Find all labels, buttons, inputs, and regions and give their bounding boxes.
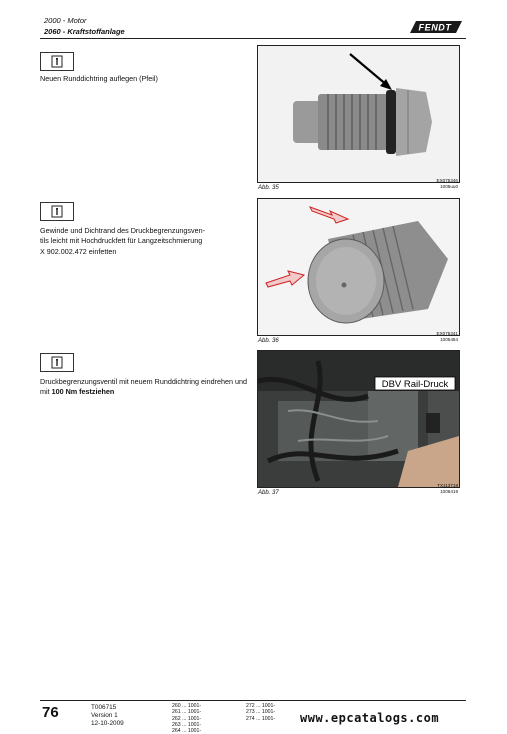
document-info <box>91 704 124 728</box>
figure-code <box>400 331 458 342</box>
model-item: 264 ... 1001- <box>172 728 202 734</box>
figure-code <box>400 483 458 494</box>
document-date: 12-10-2009 <box>91 720 124 727</box>
step-text <box>40 226 250 257</box>
torque-value: 100 Nm festziehen <box>51 387 115 397</box>
step-text-line: tils leicht mit Hochdruckfett für Langzeitschmierung <box>40 236 203 246</box>
model-list <box>172 703 201 734</box>
figure-label: DBV Rail-Druck <box>381 379 449 390</box>
figure-code-secondary: 1006419 <box>440 488 458 494</box>
figure-code-secondary: 1005uu0 <box>440 183 458 189</box>
model-item: 262 ... 1001- <box>172 715 202 722</box>
model-item: 273 ... 1001- <box>246 709 276 716</box>
header-rule <box>40 38 466 39</box>
figure-caption: Abb. 35 <box>258 185 279 191</box>
figure-caption: Abb. 37 <box>258 490 279 496</box>
model-item: 274 ... 1001- <box>246 715 276 722</box>
model-item: 260 ... 1001- <box>172 703 202 709</box>
chapter-title: 2000 - Motor <box>44 16 87 25</box>
information-icon <box>51 55 63 68</box>
step-text-plain: Druckbegrenzungsventil mit neuem Runddichtring eindrehen und mit <box>40 377 247 397</box>
figure-caption: Abb. 36 <box>258 338 279 344</box>
step-text: Neuen Runddichtring auflegen (Pfeil) <box>40 74 158 83</box>
information-icon <box>51 205 63 218</box>
info-box <box>40 353 74 372</box>
figure-code <box>400 178 458 189</box>
figure-photo <box>257 198 460 336</box>
figure-photo <box>257 350 460 488</box>
watermark: www.epcatalogs.com <box>300 711 440 725</box>
footer-rule <box>40 700 466 701</box>
figure-photo <box>257 45 460 183</box>
model-item: 263 ... 1001- <box>172 721 202 728</box>
document-number: T006715 <box>91 704 117 711</box>
step-text-line: X 902.002.472 einfetten <box>40 246 117 256</box>
document-version: Version 1 <box>91 712 118 719</box>
brand-logo <box>410 20 462 34</box>
info-box <box>40 52 74 71</box>
step-text-line: Gewinde und Dichtrand des Druckbegrenzungsven- <box>40 226 206 235</box>
figure-code-secondary: 1005484 <box>440 336 458 342</box>
information-icon <box>51 356 63 369</box>
page-number: 76 <box>42 704 59 721</box>
model-list <box>246 703 275 722</box>
brand-text: FENDT <box>418 22 452 33</box>
section-title: 2060 - Kraftstoffanlage <box>44 27 125 36</box>
model-item: 261 ... 1001- <box>172 709 202 716</box>
figure-code-primary: TX113718 <box>437 483 458 488</box>
step-text <box>40 377 250 398</box>
figure-code-primary: EX075346 <box>436 178 458 183</box>
model-item: 272 ... 1001- <box>246 703 276 709</box>
info-box <box>40 202 74 221</box>
figure-code-primary: EX075341 <box>436 331 458 336</box>
